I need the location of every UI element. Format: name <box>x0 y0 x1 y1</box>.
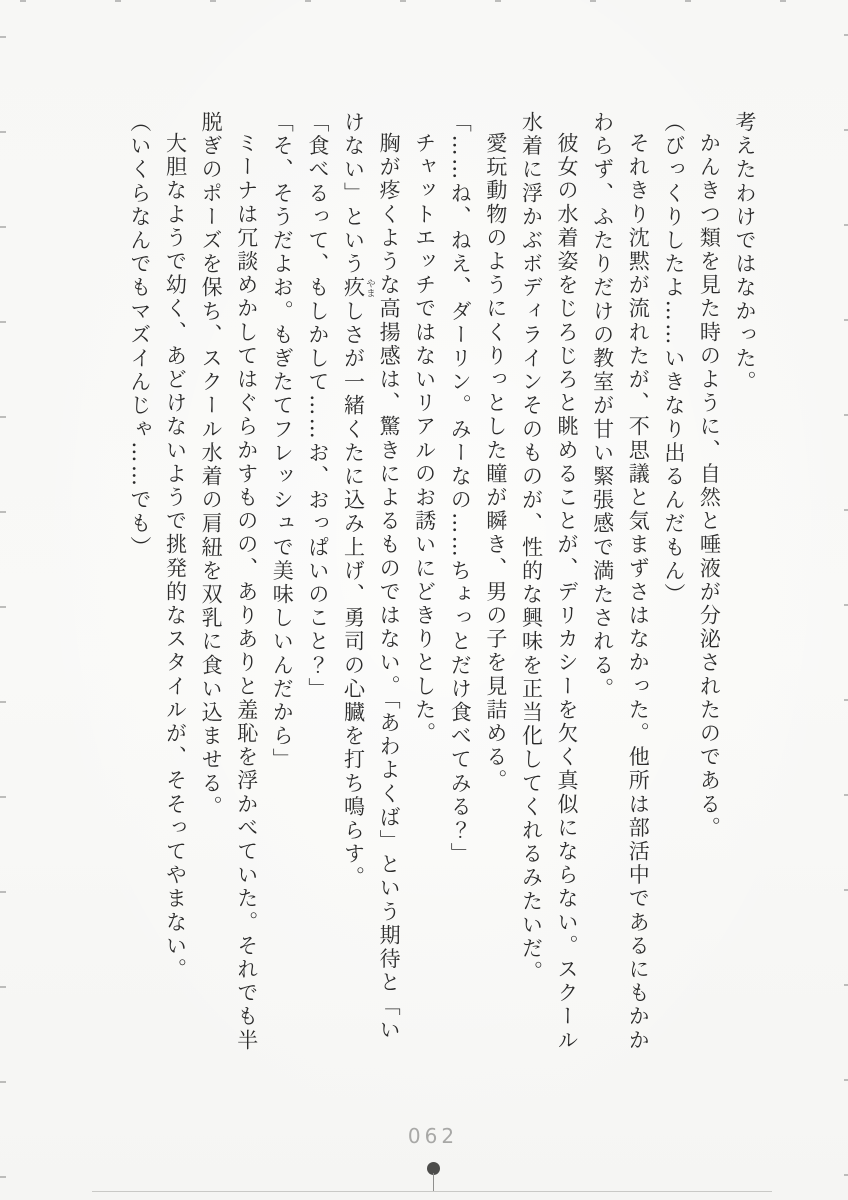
scan-artifact-tick <box>844 604 848 606</box>
ruby-annotated-kanji: 疚やま <box>341 276 375 300</box>
scan-artifact-tick <box>844 889 848 891</box>
scan-artifact-tick <box>0 986 6 988</box>
scan-artifact-tick <box>0 1176 6 1178</box>
paragraph: 大胆なようで幼く、あどけないようで挑発的なスタイルが、そそってやまない。 <box>163 132 188 982</box>
scan-artifact-tick <box>844 34 848 36</box>
scan-artifact-tick <box>0 416 6 418</box>
scan-artifact-tick <box>0 36 6 38</box>
scan-artifact-tick <box>400 0 406 2</box>
scan-artifact-tick <box>305 0 311 2</box>
scan-artifact-tick <box>210 0 216 2</box>
paragraph: 考えたわけではなかった。 <box>733 111 757 395</box>
scan-artifact-tick <box>0 891 6 893</box>
scan-artifact-tick <box>685 0 691 2</box>
footer-rule <box>92 1191 772 1192</box>
footer-ornament-stem <box>433 1173 434 1192</box>
scan-artifact-tick <box>0 321 6 323</box>
text-body <box>121 111 762 1063</box>
paragraph: 「……ね、ねえ、ダーリン。みーなの……ちょっとだけ食べてみる？」 <box>448 111 473 867</box>
scan-artifact-tick <box>0 131 6 133</box>
paragraph: （いくらなんでもマズイんじゃ……でも） <box>127 111 152 560</box>
scan-artifact-tick <box>0 701 6 703</box>
scan-artifact-tick <box>0 226 6 228</box>
scan-artifact-tick <box>844 1174 848 1176</box>
scan-artifact-tick <box>844 129 848 131</box>
paragraph: 彼女の水着姿をじろじろと眺めることが、デリカシーを欠く真似にならない。スクール水着に浮かぶボディラインそのものが、性的な興味を正当化してくれるみたいだ。 <box>519 111 580 1053</box>
paragraph: ミーナは冗談めかしてはぐらかすものの、ありありと羞恥を浮かべていた。それでも半脱ぎのポーズを保ち、スクール水着の肩紐を双乳に食い込ませる。 <box>199 111 259 1053</box>
paragraph: それきり沈黙が流れたが、不思議と気まずさはなかった。他所は部活中であるにもかかわらず、ふたりだけの教室が甘い緊張感で満たされる。 <box>590 111 651 1053</box>
paragraph: （びっくりしたよ……いきなり出るんだもん） <box>661 111 686 607</box>
scan-artifact-tick <box>0 1081 6 1083</box>
scan-artifact-tick <box>844 794 848 796</box>
paragraph: かんきつ類を見た時のように、自然と唾液が分泌されたのである。 <box>697 132 722 840</box>
paragraph: 愛玩動物のようにくりっとした瞳が瞬き、男の子を見詰める。 <box>483 132 508 793</box>
scan-artifact-tick <box>780 0 786 2</box>
scan-artifact-tick <box>844 699 848 701</box>
scan-artifact-tick <box>844 224 848 226</box>
scan-artifact-tick <box>115 0 121 2</box>
scan-artifact-tick <box>20 0 26 2</box>
paragraph: 「そ、そうだよお。もぎたてフレッシュで美味しいんだから」 <box>270 111 295 772</box>
scan-artifact-tick <box>0 606 6 608</box>
scan-artifact-tick <box>495 0 501 2</box>
scan-artifact-tick <box>844 1079 848 1081</box>
scan-artifact-tick <box>0 511 6 513</box>
scan-artifact-tick <box>844 509 848 511</box>
paragraph: 胸が疼くような高揚感は、驚きによるものではない。「あわよくば」という期待と「いけない」という疚やましさが一緒くたに込み上げ、勇司の心臓を打ち鳴らす。 <box>341 111 402 1042</box>
scan-artifact-tick <box>844 414 848 416</box>
scan-artifact-tick <box>0 796 6 798</box>
paragraph: チャットエッチではないリアルのお誘いにどきりとした。 <box>412 132 437 746</box>
paragraph: 「食べるって、もしかして……お、おっぱいのこと？」 <box>305 111 330 701</box>
scan-artifact-tick <box>844 319 848 321</box>
scan-artifact-tick <box>590 0 596 2</box>
scan-artifact-tick <box>844 984 848 986</box>
page-number: 062 <box>407 1124 459 1148</box>
